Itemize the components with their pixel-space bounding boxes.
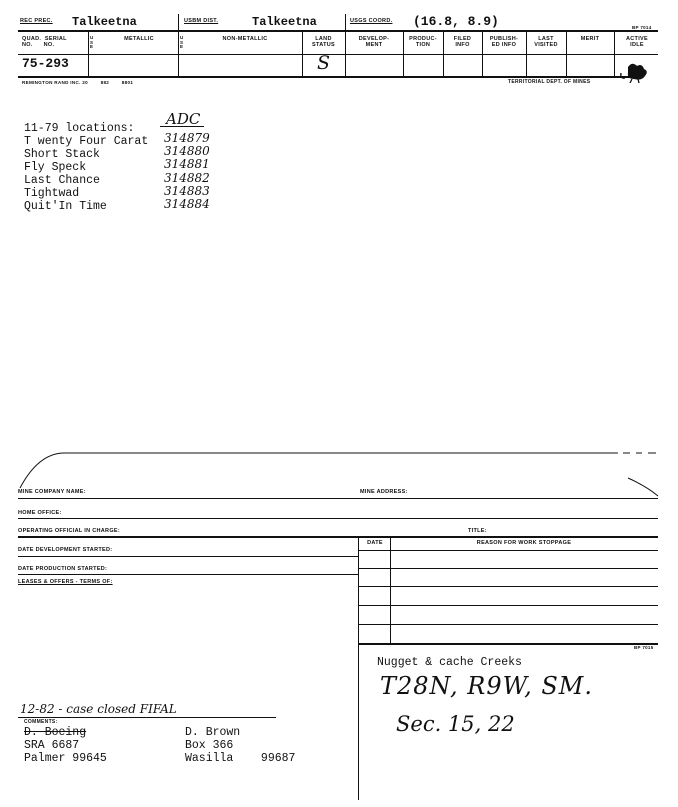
contact-1 <box>24 726 107 765</box>
locations-line: Fly Speck <box>24 161 87 174</box>
separator <box>358 536 359 644</box>
card-edge <box>18 448 660 502</box>
locations-line: 11-79 locations: <box>24 122 135 135</box>
active-idle-mark-icon <box>618 59 662 83</box>
rec-prec-value: Talkeetna <box>72 15 137 29</box>
comments-label: COMMENTS: <box>24 719 58 725</box>
contact-2 <box>185 726 295 765</box>
locations-line: Tightwad <box>24 187 80 200</box>
locations-line: Last Chance <box>24 174 100 187</box>
separator <box>18 518 658 519</box>
quad-serial-value: 75-293 <box>22 56 69 71</box>
township-handwritten: T28N, R9W, SM. <box>380 672 593 700</box>
contact-1-city: Palmer 99645 <box>24 752 107 765</box>
section-handwritten: Sec. 15, 22 <box>396 712 515 736</box>
metallic-label: METALLIC <box>124 36 154 42</box>
separator <box>358 644 359 800</box>
separator <box>18 498 658 499</box>
active-idle-label: ACTIVE IDLE <box>626 36 648 48</box>
usbm-dist-label: USBM DIST. <box>184 18 219 24</box>
separator <box>358 550 658 551</box>
separator <box>178 30 179 76</box>
separator <box>358 586 658 587</box>
separator <box>178 14 179 31</box>
operating-official-label: OPERATING OFFICIAL IN CHARGE: <box>18 528 120 534</box>
quad-serial-label: QUAD. SERIAL NO. NO. <box>22 36 67 48</box>
claim-number: 314880 <box>164 144 210 159</box>
header-top-rule <box>18 30 658 32</box>
separator <box>18 536 658 538</box>
adc-underline <box>160 126 204 127</box>
locations-line: Short Stack <box>24 148 100 161</box>
land-status-value: S <box>317 52 331 74</box>
separator <box>358 568 658 569</box>
claim-number: 314884 <box>164 197 210 212</box>
form-number-top: BP 7014 <box>632 25 652 30</box>
usbm-dist-value: Talkeetna <box>252 15 317 29</box>
usgs-coord-label: USGS COORD. <box>350 18 393 24</box>
contact-1-address: SRA 6687 <box>24 739 80 752</box>
home-office-label: HOME OFFICE: <box>18 510 62 516</box>
header-bottom-rule <box>18 76 638 78</box>
mine-address-label: MINE ADDRESS: <box>360 489 408 495</box>
separator <box>390 536 391 644</box>
separator <box>358 643 658 645</box>
separator <box>358 624 658 625</box>
contact-2-name: D. Brown <box>185 726 241 739</box>
date-label: DATE <box>367 540 383 546</box>
contact-2-address: Box 366 <box>185 739 234 752</box>
last-visited-label: LAST VISITED <box>534 36 558 48</box>
date-development-started-label: DATE DEVELOPMENT STARTED: <box>18 547 113 553</box>
claim-number: 314883 <box>164 183 210 198</box>
leases-offers-label: LEASES & OFFERS - TERMS OF: <box>18 579 113 585</box>
claim-numbers <box>164 132 210 211</box>
locations-line: Quit'In Time <box>24 200 107 213</box>
separator <box>345 14 346 31</box>
territorial-line: TERRITORIAL DEPT. OF MINES <box>508 79 591 85</box>
separator <box>18 556 358 557</box>
mine-company-name-label: MINE COMPANY NAME: <box>18 489 86 495</box>
claim-number: 314879 <box>164 131 210 145</box>
header-mid-rule <box>18 54 658 55</box>
filed-info-label: FILED INFO <box>453 36 472 48</box>
rec-prec-label: REC PREC. <box>20 18 53 24</box>
published-info-label: PUBLISH- ED INFO <box>489 36 519 48</box>
development-label: DEVELOP- MENT <box>358 36 390 48</box>
title-label: TITLE: <box>468 528 487 534</box>
merit-label: MERIT <box>580 36 600 42</box>
case-closed-handwritten: 12-82 - case closed FIFAL <box>20 702 177 716</box>
separator <box>88 30 89 76</box>
date-production-started-label: DATE PRODUCTION STARTED: <box>18 566 108 572</box>
locations-line: T wenty Four Carat <box>24 135 149 148</box>
locations-list <box>24 122 148 213</box>
use-label-metallic: U S E <box>90 35 94 50</box>
claim-number: 314881 <box>164 157 210 172</box>
adc-handwritten: ADC <box>166 110 201 128</box>
non-metallic-label: NON-METALLIC <box>222 36 268 42</box>
reason-label: REASON FOR WORK STOPPAGE <box>476 540 572 546</box>
printer-line: REMINGTON RAND INC. 20 882 8801 <box>22 80 134 85</box>
production-label: PRODUC- TION <box>409 36 437 48</box>
land-status-label: LAND STATUS <box>312 36 335 48</box>
usgs-coord-value: (16.8, 8.9) <box>413 14 499 29</box>
use-label-nonmetallic: U S E <box>180 35 184 50</box>
form-number-bottom: BP 7015 <box>634 645 654 650</box>
claim-number: 314882 <box>164 170 210 185</box>
separator <box>18 717 276 718</box>
creeks-text: Nugget & cache Creeks <box>377 656 522 669</box>
contact-1-name: D. Boeing <box>24 726 87 739</box>
separator <box>18 574 358 575</box>
contact-2-city: Wasilla 99687 <box>185 752 296 765</box>
separator <box>358 605 658 606</box>
